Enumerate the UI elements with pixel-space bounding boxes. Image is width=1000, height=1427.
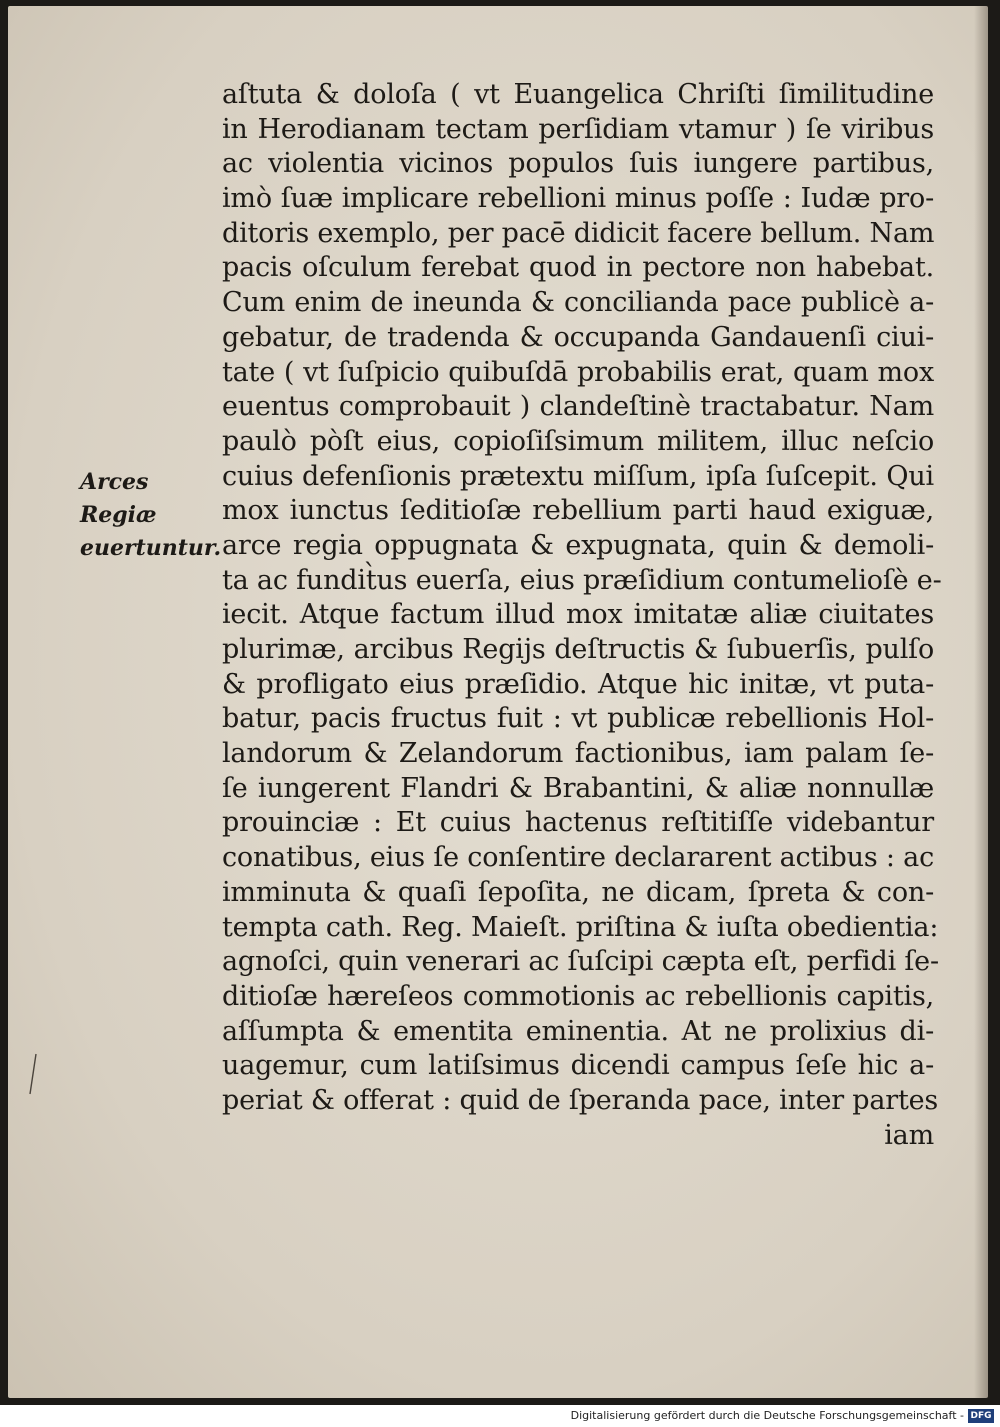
- footer-credit: Digitalisierung gefördert durch die Deutsche Forschungsgemeinschaft -: [570, 1409, 964, 1422]
- text-line: landorum & Zelandorum factionibus, iam palam ſe-: [222, 738, 934, 770]
- marginal-note-line-2: euertuntur.: [80, 535, 222, 561]
- text-line: periat & offerat : quid de ſperanda pace, inter partes: [222, 1084, 939, 1116]
- text-line: tate ( vt ſuſpicio quibuſdā probabilis erat, quam mox: [222, 356, 934, 388]
- text-line: imò ſuæ implicare rebellioni minus poſſe : Iudæ pro-: [222, 183, 934, 215]
- text-line: aſſumpta & ementita eminentia. At ne prolixius di-: [222, 1015, 934, 1047]
- text-line: agnoſci, quin venerari ac ſuſcipi cæpta eſt, perfidi ſe-: [222, 946, 939, 978]
- text-line: prouinciæ : Et cuius hactenus reſtitiſſe videbantur: [222, 807, 934, 839]
- text-line: & profligato eius præſidio. Atque hic initæ, vt puta-: [222, 668, 934, 700]
- text-line: ac violentia vicinos populos ſuis iungere partibus,: [222, 148, 934, 180]
- text-line: conatibus, eius ſe conſentire declararent actibus : ac: [222, 842, 934, 874]
- text-line: plurimæ, arcibus Regijs deſtructis & ſubuerſis, pulſo: [222, 634, 934, 665]
- text-line: in Herodianam tectam perſidiam vtamur ) ſe viribus: [222, 113, 934, 145]
- text-line: iecit. Atque factum illud mox imitatæ aliæ ciuitates: [222, 599, 934, 631]
- text-line: aſtuta & doloſa ( vt Euangelica Chriſti ſimilitudine: [222, 79, 934, 110]
- text-line: ta ac fundit̀us euerſa, eius præſidium contumelioſè e-: [222, 564, 942, 596]
- text-line: tempta cath. Reg. Maieſt. priſtina & iuſta obedientia:: [222, 911, 939, 943]
- pencil-mark: [22, 1052, 42, 1096]
- text-line: arce regia oppugnata & expugnata, quin & demoli-: [222, 529, 934, 561]
- text-line: pacis oſculum ferebat quod in pectore non habebat.: [222, 252, 934, 284]
- text-line: gebatur, de tradenda & occupanda Gandauenſi ciui-: [222, 321, 934, 353]
- page-edge-shadow: [974, 6, 988, 1398]
- catchword: iam: [884, 1119, 934, 1151]
- marginal-note-line-1: Arces Regiæ: [80, 469, 157, 528]
- text-line: imminuta & quaſi ſepoſita, ne dicam, ſpreta & con-: [222, 876, 934, 908]
- dfg-logo: DFG: [968, 1409, 994, 1423]
- marginal-note: [80, 466, 230, 565]
- text-line: ſe iungerent Flandri & Brabantini, & aliæ nonnullæ: [222, 772, 934, 804]
- text-line: ditioſæ hæreſeos commotionis ac rebellionis capitis,: [222, 980, 934, 1012]
- text-line: paulò pòſt eius, copioſiſsimum militem, illuc neſcio: [222, 425, 934, 457]
- text-line: cuius defenſionis prætextu miſſum, ipſa ſuſcepit. Qui: [222, 460, 934, 492]
- text-line: batur, pacis fructus fuit : vt publicæ rebellionis Hol-: [222, 703, 934, 735]
- text-line: ditoris exemplo, per pacē didicit facere bellum. Nam: [222, 217, 935, 249]
- text-line: Cum enim de ineunda & concilianda pace publicè a-: [222, 287, 934, 319]
- text-line: mox iunctus ſeditioſæ rebellium parti haud exiguæ,: [222, 495, 934, 527]
- body-text: [222, 78, 942, 1153]
- footer-bar: [0, 1405, 1000, 1427]
- text-line: uagemur, cum latiſsimus dicendi campus ſeſe hic a-: [222, 1050, 934, 1082]
- text-line: euentus comprobauit ) clandeſtinè tractabatur. Nam: [222, 391, 934, 423]
